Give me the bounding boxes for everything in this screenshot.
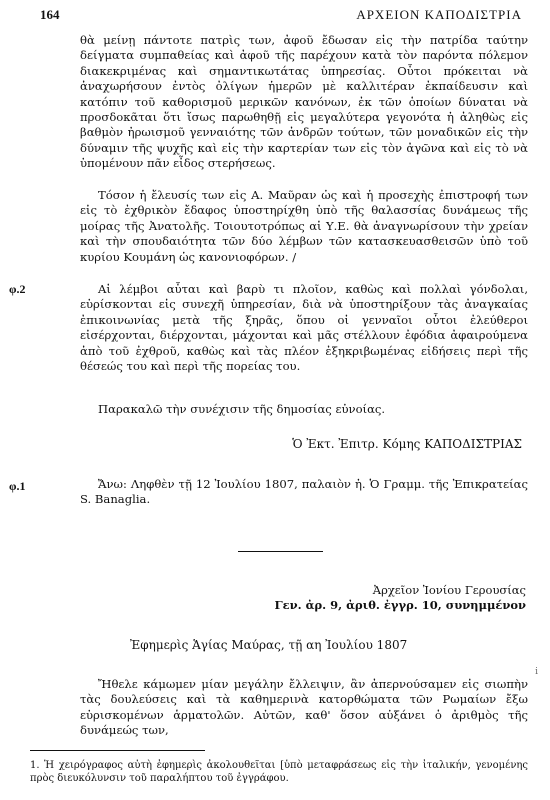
receipt-note-text: Ἄνω: Ληφθὲν τῇ 12 Ἰουλίου 1807, παλαιὸν ἡ. Ὁ Γραμμ. τῆς Ἐπικρατείας S. Banaglia. <box>80 477 528 507</box>
body-paragraph-3 <box>80 282 528 374</box>
page-number: 164 <box>40 7 60 22</box>
marginal-note-folio-2: φ.2 <box>9 282 26 296</box>
archive-number: Γεν. ἀρ. 9, ἀριθ. ἐγγρ. 10, συνημμένον <box>274 598 526 612</box>
archive-name: Ἀρχεῖον Ἰονίου Γερουσίας <box>372 583 526 597</box>
page-header <box>40 4 522 26</box>
paragraph-continuation: θὰ μείνῃ πάντοτε πατρὶς των, ἀφοῦ ἔδωσαν εἰς τὴν πατρίδα ταύτην δείγματα συμπαθείας καὶ ἀφοῦ τῆς παρέχουν κατὰ τὸν παρόντα πόλεμον διακεκριμένας καὶ σημαντικωτάτας ὑπηρεσίας. Οὗτοι πρόκειται νὰ ἀναχωρήσουν ἐντὸς ὀλίγων ἡμερῶν μὲ καλλιτέραν ἐκπαίδευσιν καὶ κατόπιν τοῦ καθορισμοῦ μερικῶν κανόνων, ἐκ τῶν ὁποίων δύναται νὰ προσδοκᾶται ὅτι ἴσως παρωθηθῇ εἰς μεγαλύτερα γεγονότα ἡ ἀληθὼς εἰς βαθμὸν ἠρωισμοῦ γενναιότης τῶν ἀνδρῶν τούτων, τῶν μοναδικῶν εἰς τὴν δύναμιν τῆς ψυχῆς καὶ εἰς τὴν καρτερίαν των εἰς τὸν ἀγῶνα καὶ εἰς τὸ νὰ ὑπομένουν πᾶν εἶδος στερήσεως. <box>80 33 528 171</box>
closing-paragraph <box>80 677 528 739</box>
body-paragraph-1 <box>80 33 528 172</box>
archive-reference <box>275 583 527 613</box>
receipt-note <box>80 477 528 508</box>
side-mark: i <box>535 667 538 677</box>
footnote: 1. Ἡ χειρόγραφος αὐτὴ ἐφημερὶς ἀκολουθεῖται [ὑπὸ μεταφράσεως εἰς τὴν ἰταλικήν, γενομένης πρὸς διευκόλυνσιν τοῦ παραλήπτου τοῦ ἐγγράφου. <box>30 760 528 784</box>
body-paragraph-4 <box>80 402 528 417</box>
paragraph-service: Αἱ λέμβοι αὗται καὶ βαρὺ τι πλοῖον, καθὼς καὶ πολλαὶ γόνδολαι, εὑρίσκονται εἰς συνεχῆ ὑπηρεσίαν, διὰ νὰ ὑποστηρίξουν τὰς ἀναγκαίας ἐπικοινωνίας μετὰ τῆς ξηρᾶς, ὅπου οἱ γενναῖοι οὗτοι ἐλεύθεροι εἰσέρχονται, διέρχονται, μάχονται καὶ μᾶς στέλλουν ἐφόδια ἀφαιρούμενα ἀπὸ τοῦ ἐχθροῦ, καθὼς καὶ τὰς πλέον ἐξηκριβωμένας εἰδήσεις περὶ τῆς θέσεώς του καὶ περὶ τῆς πορείας του. <box>80 282 528 374</box>
paragraph-boats: Τόσον ἡ ἔλευσίς των εἰς Α. Μαῦραν ὡς καὶ ἡ προσεχὴς ἐπιστροφή των εἰς τὸ ἐχθρικὸν ἔδαφος ὑποστηρίχθη ὑπὸ τῆς θαλασσίας δυνάμεως τῆς μοίρας τῆς Ἀνατολῆς. Τοιουτοτρόπως αἱ Υ.Ε. θὰ ἀναγνωρίσουν τὴν χρείαν καὶ τὴν σπουδαιότητα τῶν δύο λέμβων τῶν κατασκευασθεισῶν ὑπὸ τοῦ κυρίου Κουμάνη ὡς κανονιοφόρων. / <box>80 188 528 264</box>
closing-paragraph-text: Ἤθελε κάμωμεν μίαν μεγάλην ἔλλειψιν, ἂν ἀπερνούσαμεν εἰς σιωπὴν τὰς δουλεύσεις καὶ τὰ καθημερινὰ κατορθώματα τῶν Ρωμαίων ἔξω εὑρισκομένων ἁρματολῶν. Αὐτῶν, καθ' ὅσον αὐξάνει ὁ ἀριθμὸς τῆς δυνάμεώς των, <box>80 677 528 738</box>
section-divider <box>238 551 323 552</box>
running-title: ΑΡΧΕΙΟΝ ΚΑΠΟΔΙΣΤΡΙΑ <box>356 7 522 22</box>
footnote-rule <box>30 750 205 751</box>
marginal-note-folio-1: φ.1 <box>9 479 26 493</box>
signature: Ὁ Ἐκτ. Ἐπιτρ. Κόμης ΚΑΠΟΔΙΣΤΡΙΑΣ <box>292 437 522 451</box>
paragraph-request: Παρακαλῶ τὴν συνέχισιν τῆς δημοσίας εὐνοίας. <box>98 402 386 416</box>
body-paragraph-2 <box>80 188 528 265</box>
dateline: Ἐφημερὶς Ἁγίας Μαύρας, τῇ αη Ἰουλίου 1807 <box>130 638 408 652</box>
